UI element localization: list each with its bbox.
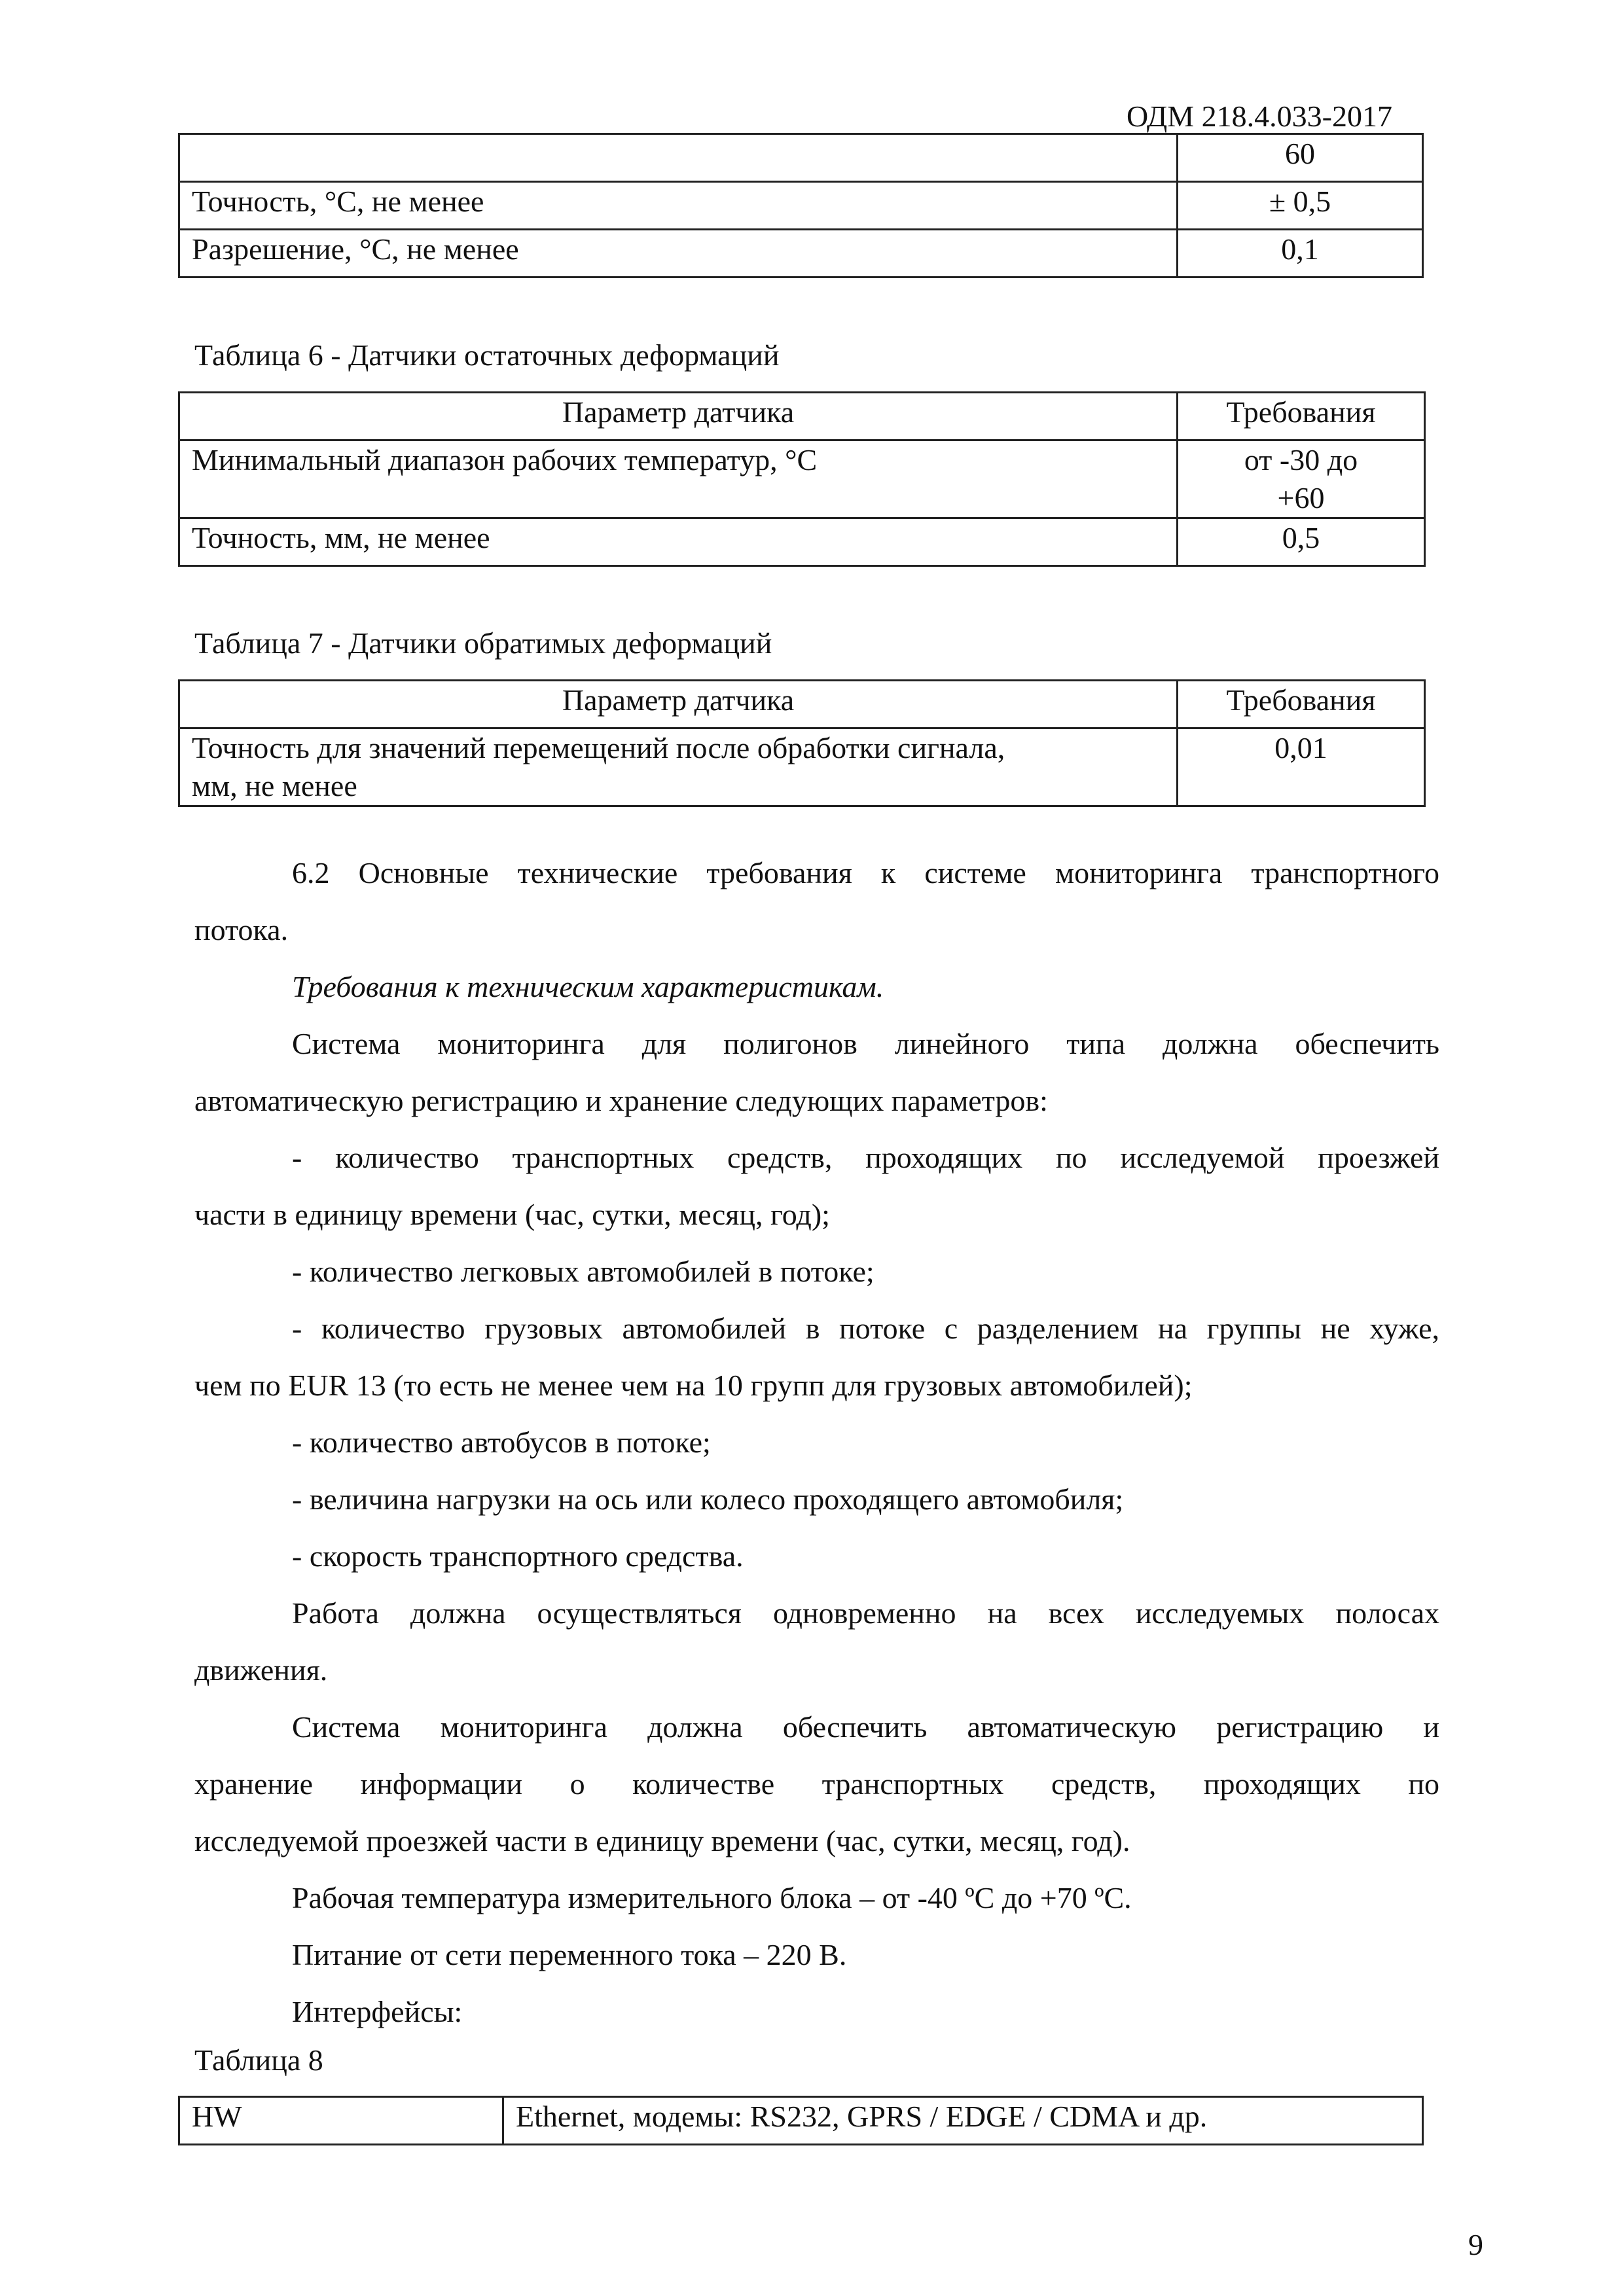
- table-row: [179, 518, 1425, 566]
- table-continued: [178, 133, 1424, 278]
- table-row: [179, 728, 1425, 806]
- paragraph-line: движения.: [194, 1653, 328, 1687]
- table-row: [179, 230, 1423, 278]
- table-cell-value: ± 0,5: [1178, 182, 1423, 230]
- table-row: [179, 2097, 1423, 2145]
- list-item: - количество автобусов в потоке;: [292, 1426, 711, 1459]
- list-item: - количество транспортных средств, проходящих по исследуемой проезжей: [292, 1141, 1439, 1174]
- list-item-continued: чем по EUR 13 (то есть не менее чем на 10 групп для грузовых автомобилей);: [194, 1369, 1193, 1402]
- table-cell-value: Ethernet, модемы: RS232, GPRS / EDGE / CDMA и др.: [503, 2097, 1423, 2145]
- table-row: [179, 440, 1425, 518]
- table-cell-value: 0,1: [1178, 230, 1423, 278]
- table-cell-value: 0,5: [1178, 518, 1425, 566]
- table-cell-param: Разрешение, °С, не менее: [179, 230, 1178, 278]
- list-item: - скорость транспортного средства.: [292, 1539, 744, 1573]
- paragraph-line: автоматическую регистрацию и хранение следующих параметров:: [194, 1084, 1048, 1117]
- param-line: Точность для значений перемещений после обработки сигнала,: [192, 731, 1005, 764]
- table-cell-value: 0,01: [1178, 728, 1425, 806]
- value-line: от -30 до: [1244, 443, 1358, 476]
- paragraph-line: Рабочая температура измерительного блока – от -40 ºС до +70 ºС.: [292, 1881, 1132, 1914]
- paragraph-line: хранение информации о количестве транспортных средств, проходящих по: [194, 1767, 1439, 1801]
- section-subheading: Требования к техническим характеристикам.: [292, 970, 884, 1003]
- list-item: - количество грузовых автомобилей в потоке с разделением на группы не хуже,: [292, 1312, 1439, 1345]
- paragraph-line: 6.2 Основные технические требования к системе мониторинга транспортного: [292, 856, 1439, 889]
- table-cell-value: [1178, 440, 1425, 518]
- list-item: - количество легковых автомобилей в потоке;: [292, 1255, 875, 1288]
- page-number: 9: [1468, 2228, 1483, 2261]
- table7-caption: Таблица 7 - Датчики обратимых деформаций: [194, 626, 772, 660]
- paragraph-line: исследуемой проезжей части в единицу времени (час, сутки, месяц, год).: [194, 1824, 1130, 1857]
- paragraph-line: Питание от сети переменного тока – 220 В.: [292, 1938, 847, 1971]
- table-row: [179, 134, 1423, 182]
- table-cell-param: [179, 134, 1178, 182]
- table-header-row: [179, 681, 1425, 728]
- table-row: [179, 182, 1423, 230]
- table-cell-param: Минимальный диапазон рабочих температур, °С: [179, 440, 1178, 518]
- table-cell-value: 60: [1178, 134, 1423, 182]
- document-code: ОДМ 218.4.033-2017: [1126, 99, 1392, 133]
- table8: [178, 2096, 1424, 2145]
- paragraph-line: Интерфейсы:: [292, 1995, 463, 2028]
- table6: [178, 391, 1426, 567]
- table-header-param: Параметр датчика: [179, 681, 1178, 728]
- paragraph-line: Система мониторинга для полигонов линейного типа должна обеспечить: [292, 1027, 1439, 1060]
- table-cell-param: Точность, °С, не менее: [179, 182, 1178, 230]
- table-cell-key: HW: [179, 2097, 503, 2145]
- table-header-requirements: Требования: [1178, 393, 1425, 440]
- table-cell-param: Точность, мм, не менее: [179, 518, 1178, 566]
- list-item: - величина нагрузки на ось или колесо проходящего автомобиля;: [292, 1482, 1124, 1516]
- table-cell-param: [179, 728, 1178, 806]
- table-header-requirements: Требования: [1178, 681, 1425, 728]
- table7: [178, 679, 1426, 807]
- paragraph-line: Система мониторинга должна обеспечить автоматическую регистрацию и: [292, 1710, 1439, 1744]
- table6-caption: Таблица 6 - Датчики остаточных деформаций: [194, 338, 780, 372]
- table-header-param: Параметр датчика: [179, 393, 1178, 440]
- list-item-continued: части в единицу времени (час, сутки, месяц, год);: [194, 1198, 830, 1231]
- table8-caption: Таблица 8: [194, 2043, 323, 2077]
- table-header-row: [179, 393, 1425, 440]
- value-line: +60: [1277, 481, 1325, 514]
- param-line: мм, не менее: [192, 769, 357, 802]
- paragraph-line: Работа должна осуществляться одновременно на всех исследуемых полосах: [292, 1596, 1439, 1630]
- paragraph-line: потока.: [194, 913, 289, 946]
